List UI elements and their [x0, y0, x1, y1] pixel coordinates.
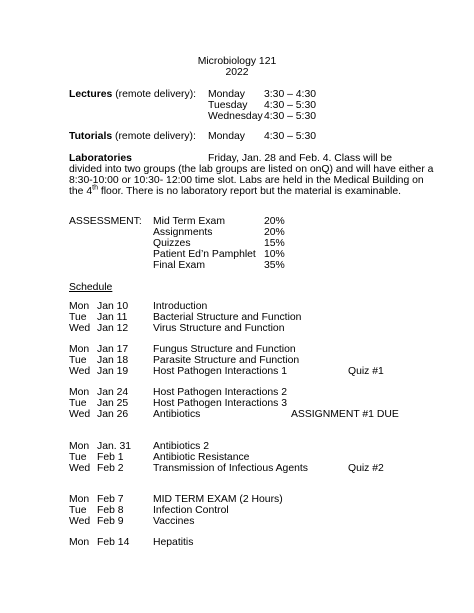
schedule-row-date: Jan 19 [97, 366, 129, 377]
assessment-item-name: Mid Term Exam [153, 216, 225, 227]
schedule-row-topic: Fungus Structure and Function [153, 344, 296, 355]
assessment-item-pct: 35% [264, 260, 285, 271]
assessment-item-pct: 15% [264, 238, 285, 249]
schedule-row-topic: Antibiotic Resistance [153, 452, 250, 463]
assessment-item-pct: 20% [264, 227, 285, 238]
schedule-row-topic: Bacterial Structure and Function [153, 312, 302, 323]
schedule-row-day: Tue [69, 312, 87, 323]
floor-ordinal: th [92, 184, 98, 192]
schedule-row-day: Tue [69, 452, 87, 463]
schedule-row-topic: Host Pathogen Interactions 3 [153, 398, 288, 409]
lectures-mode: (remote delivery): [112, 89, 197, 100]
lectures-heading [69, 89, 196, 100]
tutorials-label: Tutorials [69, 131, 113, 142]
schedule-row-date: Jan 10 [97, 301, 129, 312]
lecture-day: Wednesday [208, 111, 263, 122]
tutorial-time: 4:30 – 5:30 [264, 131, 316, 142]
assessment-item-name: Quizzes [153, 238, 191, 249]
course-year: 2022 [225, 67, 249, 78]
schedule-row-topic: MID TERM EXAM (2 Hours) [153, 494, 283, 505]
assessment-item-pct: 10% [264, 249, 285, 260]
schedule-row-topic: Vaccines [153, 516, 195, 527]
schedule-row-date: Feb 8 [97, 505, 124, 516]
schedule-row-date: Feb 9 [97, 516, 124, 527]
schedule-row-day: Wed [69, 516, 91, 527]
assessment-item-pct: 20% [264, 216, 285, 227]
schedule-row-topic: Host Pathogen Interactions 2 [153, 387, 288, 398]
schedule-row-topic: Hepatitis [153, 537, 194, 548]
lecture-time: 4:30 – 5:30 [264, 111, 316, 122]
laboratories-line1: Friday, Jan. 28 and Feb. 4. Class will be [208, 153, 393, 164]
assessment-item-name: Final Exam [153, 260, 205, 271]
schedule-row-date: Jan. 31 [97, 441, 132, 452]
schedule-row-day: Mon [69, 494, 90, 505]
schedule-row-day: Wed [69, 323, 91, 334]
lecture-day: Tuesday [208, 100, 248, 111]
schedule-row-date: Feb 7 [97, 494, 124, 505]
schedule-row-topic: Infection Control [153, 505, 229, 516]
schedule-row-note: Quiz #1 [348, 366, 384, 377]
schedule-row-day: Tue [69, 355, 87, 366]
schedule-row-day: Mon [69, 387, 90, 398]
tutorials-heading [69, 131, 196, 142]
schedule-row-date: Jan 26 [97, 409, 129, 420]
assessment-item-name: Assignments [153, 227, 213, 238]
schedule-row-date: Jan 18 [97, 355, 129, 366]
schedule-row-date: Jan 11 [97, 312, 128, 323]
schedule-row-day: Mon [69, 301, 90, 312]
tutorials-mode: (remote delivery): [112, 131, 196, 142]
laboratories-line3: 8:30-10:00 or 10:30- 12:00 time slot. Labs are held in the Medical Building on [69, 175, 424, 186]
schedule-row-topic: Virus Structure and Function [153, 323, 285, 334]
schedule-row-day: Wed [69, 463, 91, 474]
floor-suffix: floor. There is no laboratory report but the material is examinable. [97, 186, 401, 197]
schedule-row-topic: Host Pathogen Interactions 1 [153, 366, 288, 377]
assessment-item-name: Patient Ed’n Pamphlet [153, 249, 256, 260]
schedule-row-day: Mon [69, 344, 90, 355]
schedule-row-day: Mon [69, 537, 90, 548]
lecture-time: 3:30 – 4:30 [264, 89, 316, 100]
schedule-row-topic: Antibiotics [153, 409, 201, 420]
schedule-heading: Schedule [69, 282, 113, 293]
schedule-row-date: Jan 17 [97, 344, 129, 355]
lectures-label: Lectures [69, 89, 113, 100]
schedule-row-topic: Parasite Structure and Function [153, 355, 300, 366]
lecture-time: 4:30 – 5:30 [264, 100, 316, 111]
schedule-row-date: Feb 2 [97, 463, 124, 474]
assessment-label: ASSESSMENT: [69, 216, 142, 227]
schedule-row-topic: Antibiotics 2 [153, 441, 210, 452]
schedule-row-note: Quiz #2 [348, 463, 384, 474]
course-title: Microbiology 121 [197, 56, 277, 67]
schedule-row-day: Tue [69, 398, 87, 409]
laboratories-line2: divided into two groups (the lab groups are listed on onQ) and will have either a [69, 164, 434, 175]
schedule-row-date: Jan 25 [97, 398, 129, 409]
schedule-row-date: Jan 24 [97, 387, 129, 398]
schedule-row-topic: Introduction [153, 301, 208, 312]
floor-prefix: the 4 [69, 186, 93, 197]
schedule-row-date: Feb 1 [97, 452, 124, 463]
schedule-row-date: Jan 12 [97, 323, 129, 334]
lecture-day: Monday [208, 89, 245, 100]
schedule-row-day: Tue [69, 505, 87, 516]
schedule-row-date: Feb 14 [97, 537, 130, 548]
schedule-row-topic: Transmission of Infectious Agents [153, 463, 308, 474]
laboratories-line4 [69, 186, 401, 197]
schedule-row-day: Wed [69, 366, 91, 377]
tutorial-day: Monday [208, 131, 245, 142]
schedule-row-day: Wed [69, 409, 91, 420]
laboratories-label: Laboratories [69, 153, 132, 164]
schedule-row-day: Mon [69, 441, 90, 452]
schedule-row-note: ASSIGNMENT #1 DUE [291, 409, 399, 420]
